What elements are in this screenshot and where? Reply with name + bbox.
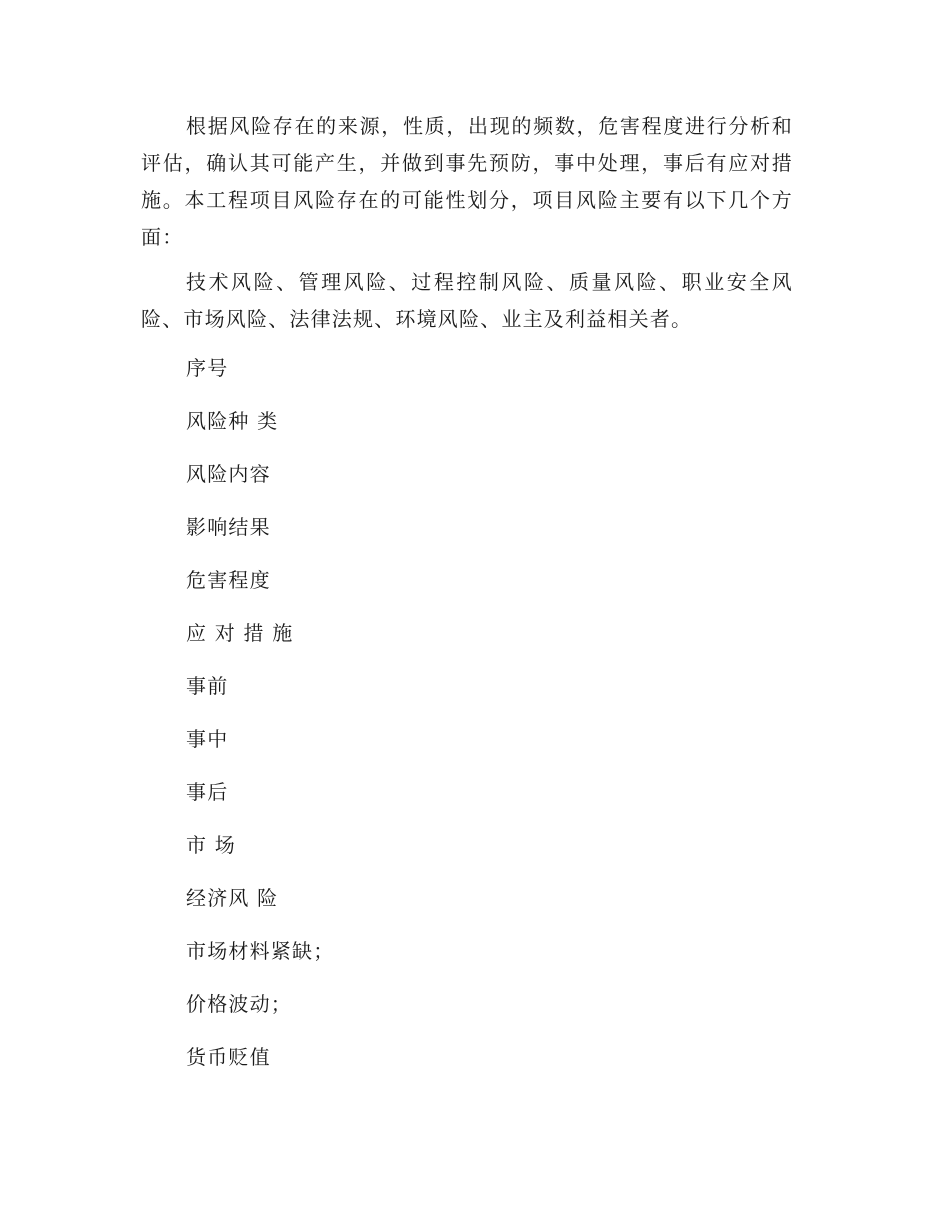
table-cell-currency-devaluation: 货币贬值: [186, 1045, 271, 1069]
table-header-during: 事中: [186, 727, 229, 751]
table-header-risk-type: 风险种 类: [186, 409, 279, 433]
table-header-after: 事后: [186, 780, 229, 804]
risk-types-paragraph: 技术风险、管理风险、过程控制风险、质量风险、职业安全风险、市场风险、法律法规、环境风险、业主及利益相关者。: [141, 270, 793, 331]
table-cell-economic-risk: 经济风 险: [186, 886, 279, 910]
table-header-risk-content: 风险内容: [186, 462, 271, 486]
risk-table-text: [141, 350, 793, 1092]
table-header-index: 序号: [186, 356, 229, 380]
intro-paragraph: 根据风险存在的来源，性质，出现的频数，危害程度进行分析和评估，确认其可能产生，并做到事先预防，事中处理，事后有应对措施。本工程项目风险存在的可能性划分，项目风险主要有以下几个方面：: [141, 114, 793, 249]
table-cell-price-fluctuation: 价格波动；: [186, 992, 292, 1016]
table-header-before: 事前: [186, 674, 229, 698]
table-cell-material-shortage: 市场材料紧缺；: [186, 939, 335, 963]
table-header-countermeasures: 应 对 措 施: [186, 621, 294, 645]
table-header-severity: 危害程度: [186, 568, 271, 592]
table-header-impact: 影响结果: [186, 515, 271, 539]
document-body: [141, 108, 793, 1092]
table-cell-market: 市 场: [186, 833, 236, 857]
